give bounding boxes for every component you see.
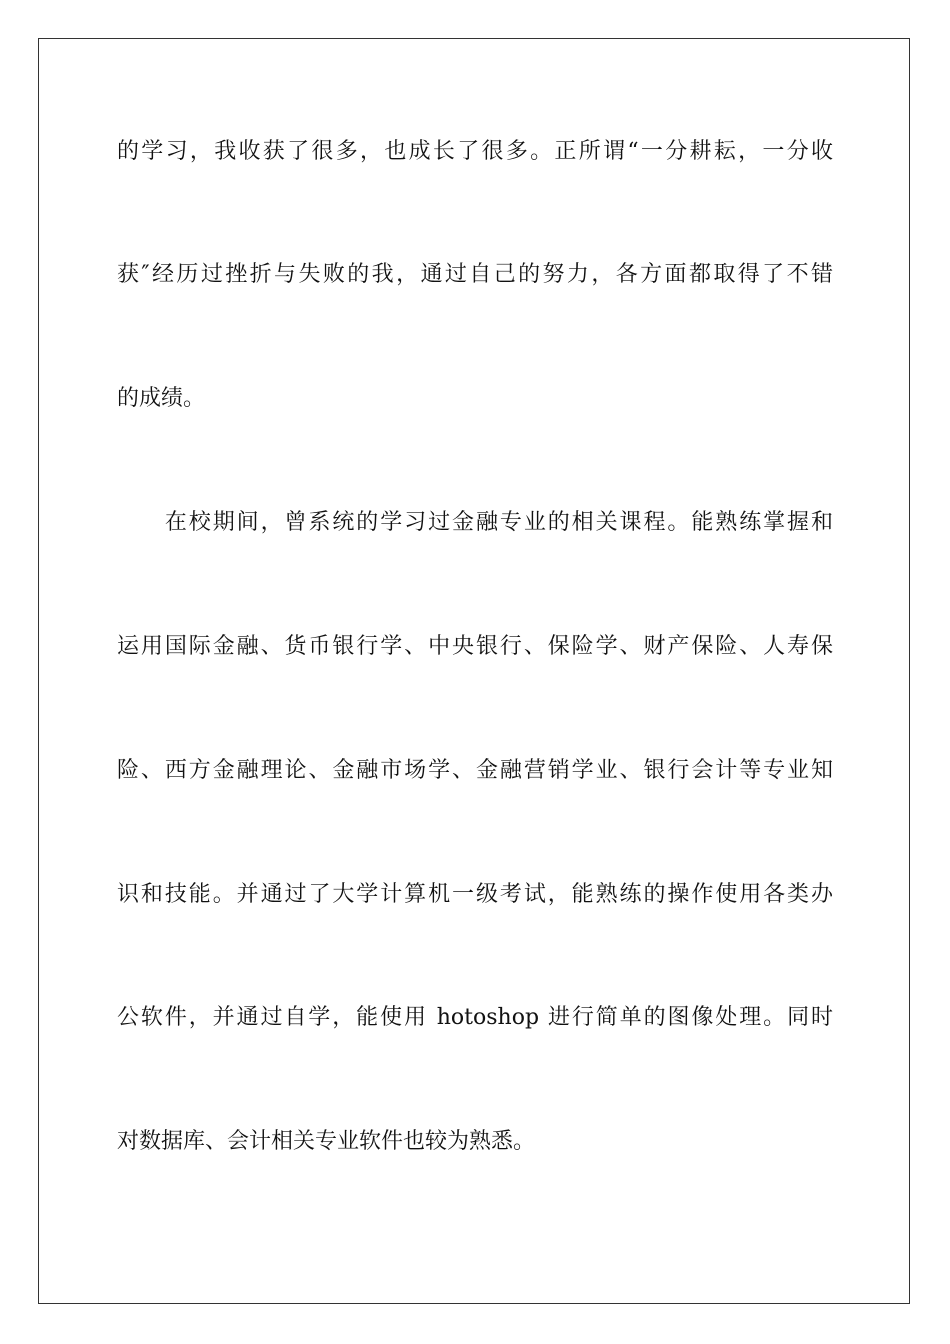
page-frame bbox=[38, 38, 910, 1304]
body-text-line-9: 对数据库、会计相关专业软件也较为熟悉。 bbox=[117, 1129, 536, 1154]
body-text-line-3: 的成绩。 bbox=[117, 386, 206, 411]
body-text-line-4: 在校期间，曾系统的学习过金融专业的相关课程。能熟练掌握和 bbox=[117, 510, 833, 535]
body-text-line-5: 运用国际金融、货币银行学、中央银行、保险学、财产保险、人寿保 bbox=[117, 634, 833, 659]
body-text-line-1: 的学习，我收获了很多，也成长了很多。正所谓“一分耕耘，一分收 bbox=[117, 139, 833, 164]
body-text-line-6: 险、西方金融理论、金融市场学、金融营销学业、银行会计等专业知 bbox=[117, 758, 833, 783]
body-text-line-8: 公软件，并通过自学，能使用 hotoshop 进行简单的图像处理。同时 bbox=[117, 1005, 833, 1030]
body-text-line-7: 识和技能。并通过了大学计算机一级考试，能熟练的操作使用各类办 bbox=[117, 882, 833, 907]
body-text-line-2: 获″经历过挫折与失败的我，通过自己的努力，各方面都取得了不错 bbox=[117, 262, 833, 287]
